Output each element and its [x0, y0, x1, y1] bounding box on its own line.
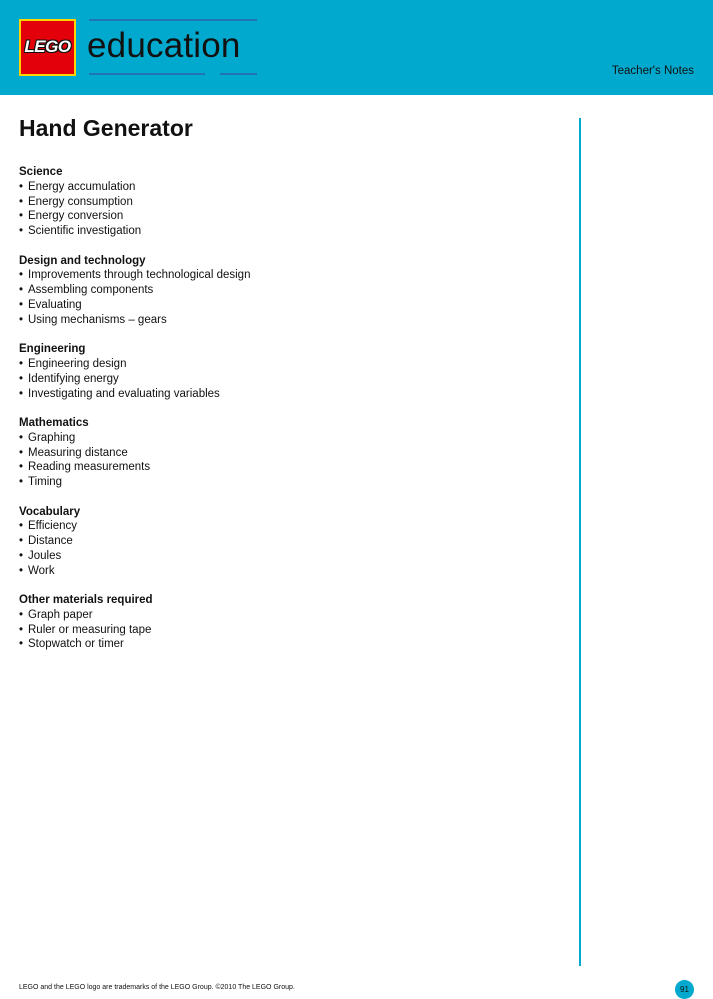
list-item: • Measuring distance: [19, 446, 559, 461]
section-heading: Vocabulary: [19, 505, 81, 518]
list-item: • Work: [19, 564, 559, 579]
list-item: • Energy consumption: [19, 195, 559, 210]
list-item: • Identifying energy: [19, 372, 559, 387]
section-heading: Science: [19, 166, 63, 178]
page-title: Hand Generator: [19, 115, 193, 141]
list-item: • Efficiency: [19, 519, 559, 534]
section-heading: Engineering: [19, 343, 86, 356]
list-item: • Assembling components: [19, 283, 559, 298]
page-number-badge: 91: [675, 980, 694, 999]
section: [19, 254, 559, 328]
section: [19, 165, 559, 239]
section: [19, 416, 559, 490]
education-wordmark: education: [87, 26, 241, 65]
lego-logo: [19, 19, 76, 76]
list-item: • Graph paper: [19, 608, 559, 623]
education-rule-bottom-right: [220, 73, 257, 75]
list-item: • Ruler or measuring tape: [19, 623, 559, 638]
list-item: • Stopwatch or timer: [19, 637, 559, 652]
section-heading: Mathematics: [19, 416, 89, 429]
footer-legal: LEGO and the LEGO logo are trademarks of the LEGO Group. ©2010 The LEGO Group.: [19, 984, 295, 991]
list-item: • Timing: [19, 475, 559, 490]
list-item: • Using mechanisms – gears: [19, 313, 559, 328]
section: [19, 505, 559, 579]
topic-sections: [19, 165, 559, 667]
list-item: • Energy accumulation: [19, 180, 559, 195]
section-heading: Design and technology: [19, 254, 146, 267]
list-item: • Reading measurements: [19, 460, 559, 475]
education-rule-top: [89, 19, 257, 21]
education-rule-bottom-left: [89, 73, 205, 75]
lego-logo-text: LEGO: [24, 37, 71, 56]
list-item: • Evaluating: [19, 298, 559, 313]
section-heading: Other materials required: [19, 594, 153, 607]
list-item: • Improvements through technological design: [19, 268, 559, 283]
section: [19, 342, 559, 401]
header-banner: [0, 0, 713, 95]
margin-divider: [579, 118, 581, 966]
list-item: • Joules: [19, 549, 559, 564]
list-item: • Energy conversion: [19, 209, 559, 224]
list-item: • Scientific investigation: [19, 224, 559, 239]
list-item: • Graphing: [19, 431, 559, 446]
list-item: • Distance: [19, 534, 559, 549]
doc-label: Teacher's Notes: [611, 65, 694, 77]
list-item: • Investigating and evaluating variables: [19, 387, 559, 402]
list-item: • Engineering design: [19, 357, 559, 372]
section: [19, 593, 559, 652]
